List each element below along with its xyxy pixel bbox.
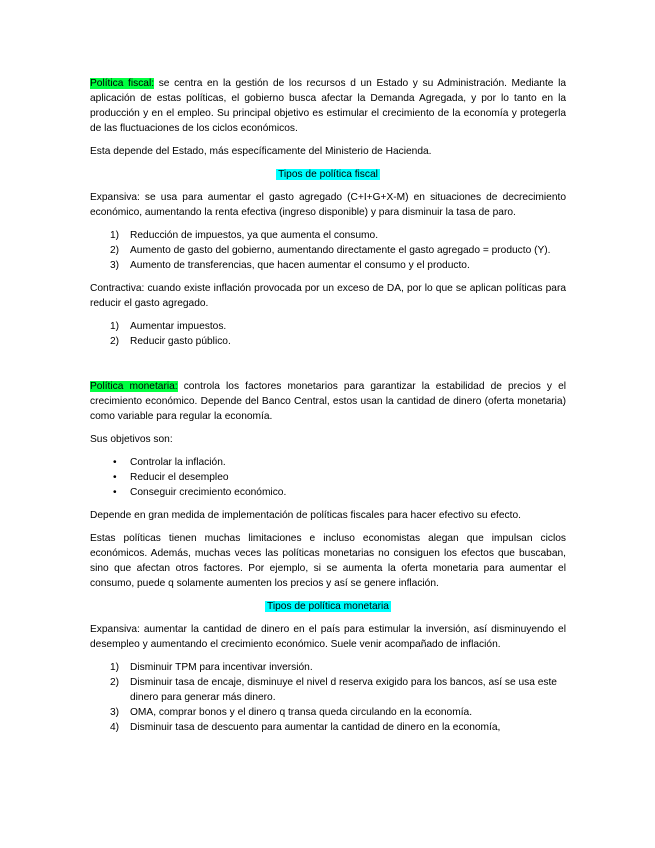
bullet-icon: • — [113, 472, 117, 483]
fiscal-expansive-paragraph: Expansiva: se usa para aumentar el gasto agregado (C+I+G+X-M) en situaciones de decrecimiento económico, aumentando la renta efectiva (ingreso disponible) y para disminuir la tasa de paro. — [90, 192, 566, 218]
list-item-text: Disminuir tasa de encaje, disminuye el nivel d reserva exigido para los bancos, así se usa este dinero para generar más dinero. — [130, 677, 557, 703]
monetary-objectives-label: Sus objetivos son: — [90, 434, 173, 445]
list-item — [90, 675, 566, 705]
list-item — [90, 455, 566, 470]
list-item-number: 2) — [110, 245, 120, 256]
list-item — [90, 334, 566, 349]
list-item-text: Reducción de impuestos, ya que aumenta el consumo. — [130, 230, 379, 241]
list-item-text: Disminuir tasa de descuento para aumentar la cantidad de dinero en la economía, — [130, 722, 501, 733]
list-item — [90, 319, 566, 334]
monetary-intro-text: controla los factores monetarios para garantizar la estabilidad de precios y el crecimiento económico. Depende del Banco Central, estos usan la cantidad de dinero (oferta monetaria) como variable para regular la economía. — [90, 381, 567, 422]
list-item-number: 1) — [110, 662, 120, 673]
list-item-number: 3) — [110, 707, 120, 718]
fiscal-intro-paragraph — [90, 76, 566, 136]
list-item-text: OMA, comprar bonos y el dinero q transa queda circulando en la economía. — [130, 707, 473, 718]
list-item — [90, 258, 566, 273]
list-item — [90, 720, 566, 735]
fiscal-contractive-list — [90, 319, 566, 349]
list-item-number: 2) — [110, 336, 120, 347]
monetary-expansive-paragraph: Expansiva: aumentar la cantidad de dinero en el país para estimular la inversión, así disminuyendo el desempleo y aumentando el crecimiento económico. Suele venir acompañado de inflación. — [90, 624, 566, 650]
document-content — [90, 76, 566, 743]
bullet-icon: • — [113, 487, 117, 498]
list-item — [90, 470, 566, 485]
list-item-text: Aumento de gasto del gobierno, aumentando directamente el gasto agregado = producto (Y). — [130, 245, 551, 256]
list-item-text: Controlar la inflación. — [130, 457, 226, 468]
list-item-text: Disminuir TPM para incentivar inversión. — [130, 662, 313, 673]
monetary-limitations-paragraph: Estas políticas tienen muchas limitaciones e incluso economistas alegan que impulsan ciclos económicos. Además, muchas veces las políticas monetarias no consiguen los efectos que buscaban, sino que afectan otros factores. Por ejemplo, si se aumenta la oferta monetaria para aumentar el consumo, puede q solamente aumenten los precios y así se genere inflación. — [90, 533, 566, 589]
fiscal-expansive-list — [90, 228, 566, 273]
fiscal-intro-text: se centra en la gestión de los recursos d un Estado y su Administración. Mediante la aplicación de estas políticas, el gobierno busca afectar la Demanda Agregada, y por lo tanto en la producción y en el empleo. Su principal objetivo es estimular el crecimiento de la economía y protegerla de las fluctuaciones de los ciclos económicos. — [90, 78, 567, 134]
fiscal-types-heading-line — [90, 167, 566, 182]
list-item-number: 4) — [110, 722, 120, 733]
list-item — [90, 485, 566, 500]
list-item-text: Aumento de transferencias, que hacen aumentar el consumo y el producto. — [130, 260, 470, 271]
fiscal-term-highlight: Política fiscal: — [90, 78, 155, 89]
bullet-icon: • — [113, 457, 117, 468]
list-item-number: 1) — [110, 321, 120, 332]
list-item-number: 3) — [110, 260, 120, 271]
fiscal-types-heading: Tipos de política fiscal — [278, 169, 378, 180]
list-item-number: 1) — [110, 230, 120, 241]
list-item-text: Aumentar impuestos. — [130, 321, 227, 332]
section-spacer — [90, 357, 566, 379]
monetary-term-highlight: Política monetaria: — [90, 381, 178, 392]
monetary-expansive-list — [90, 660, 566, 735]
monetary-types-heading: Tipos de política monetaria — [267, 601, 389, 612]
list-item-text: Reducir el desempleo — [130, 472, 229, 483]
monetary-intro-paragraph — [90, 379, 566, 424]
list-item-text: Conseguir crecimiento económico. — [130, 487, 287, 498]
monetary-types-heading-line — [90, 599, 566, 614]
monetary-objectives-list — [90, 455, 566, 500]
list-item — [90, 243, 566, 258]
list-item — [90, 660, 566, 675]
list-item-text: Reducir gasto público. — [130, 336, 231, 347]
list-item — [90, 705, 566, 720]
monetary-dependency-paragraph: Depende en gran medida de implementación de políticas fiscales para hacer efectivo su efecto. — [90, 510, 521, 521]
list-item — [90, 228, 566, 243]
fiscal-contractive-paragraph: Contractiva: cuando existe inflación provocada por un exceso de DA, por lo que se aplican políticas para reducir el gasto agregado. — [90, 283, 566, 309]
list-item-number: 2) — [110, 677, 120, 688]
fiscal-depends-paragraph: Esta depende del Estado, más específicamente del Ministerio de Hacienda. — [90, 146, 432, 157]
